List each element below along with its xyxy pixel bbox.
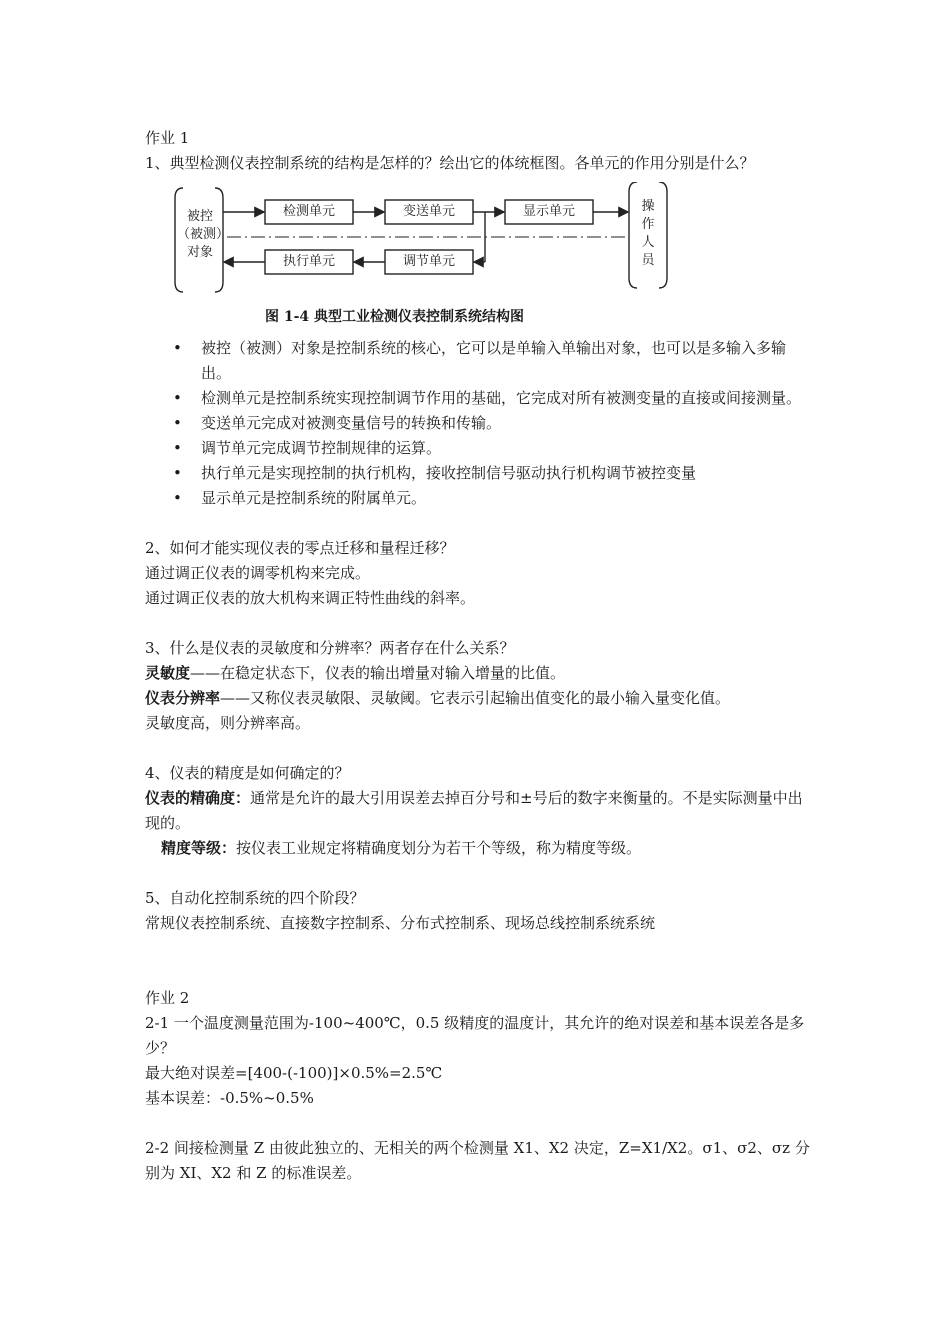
figure-caption: 图 1-4 典型工业检测仪表控制系统结构图 <box>265 309 525 325</box>
bullet-marker: • <box>173 414 182 432</box>
def-sensitivity: ——在稳定状态下，仪表的输出增量对输入增量的比值。 <box>190 664 566 682</box>
controlled-object-label <box>177 208 230 262</box>
unit-role-list <box>145 336 815 511</box>
list-item <box>145 461 815 486</box>
operator-char-1: 操 <box>641 199 655 214</box>
hw2-title: 作业 2 <box>145 989 190 1007</box>
hw1-question-5: 5、自动化控制系统的四个阶段？ <box>145 889 365 907</box>
hw1-answer-3-line-2 <box>145 686 815 711</box>
document-page <box>145 126 815 1186</box>
list-item-text: 调节单元完成调节控制规律的运算。 <box>201 439 442 457</box>
def-resolution: ——又称仪表灵敏限、灵敏阈。它表示引起输出值变化的最小输入量变化值。 <box>220 689 731 707</box>
list-item-text: 执行单元是实现控制的执行机构，接收控制信号驱动执行机构调节被控变量 <box>201 464 697 482</box>
object-label-line-1: 被控 <box>186 209 213 224</box>
list-item <box>145 386 815 411</box>
hw1-answer-2-line-1: 通过调正仪表的调零机构来完成。 <box>145 564 371 582</box>
list-item <box>145 436 815 461</box>
list-item <box>145 336 815 386</box>
bullet-marker: • <box>173 339 182 357</box>
hw1-question-4: 4、仪表的精度是如何确定的？ <box>145 764 350 782</box>
list-item-text: 检测单元是控制系统实现控制调节作用的基础，它完成对所有被测变量的直接或间接测量。 <box>201 389 802 407</box>
list-item <box>145 486 815 511</box>
object-label-line-3: 对象 <box>186 245 213 260</box>
hw1-answer-3-line-1 <box>145 661 815 686</box>
hw2-answer-1-line-1: 最大绝对误差=[400-(-100)]×0.5%=2.5℃ <box>145 1064 443 1082</box>
hw1-answer-5: 常规仪表控制系统、直接数字控制系、分布式控制系、现场总线控制系统系统 <box>145 914 656 932</box>
operator-char-3: 人 <box>641 235 655 250</box>
term-accuracy: 仪表的精确度： <box>145 789 251 807</box>
operator-char-4: 员 <box>641 253 655 268</box>
operator-label <box>633 198 663 270</box>
bullet-marker: • <box>173 439 182 457</box>
hw1-question-2: 2、如何才能实现仪表的零点迁移和量程迁移？ <box>145 539 455 557</box>
regulate-unit-label: 调节单元 <box>402 254 455 269</box>
list-item-text: 被控（被测）对象是控制系统的核心，它可以是单输入单输出对象，也可以是多输入多输出。 <box>201 339 787 382</box>
structure-diagram <box>173 182 815 332</box>
operator-char-2: 作 <box>641 217 655 232</box>
def-accuracy: 通常是允许的最大引用误差去掉百分号和±号后的数字来衡量的。不是实际测量中出现的。 <box>145 789 803 832</box>
list-item-text: 变送单元完成对被测变量信号的转换和传输。 <box>201 414 502 432</box>
hw1-answer-4-para-2 <box>145 836 815 861</box>
term-sensitivity: 灵敏度 <box>145 664 191 682</box>
term-accuracy-class: 精度等级： <box>161 839 237 857</box>
hw2-answer-1-line-2: 基本误差：-0.5%~0.5% <box>145 1089 314 1107</box>
hw2-question-2: 2-2 间接检测量 Z 由彼此独立的、无相关的两个检测量 X1、X2 决定，Z=X1/X2。σ1、σ2、σz 分别为 XI、X2 和 Z 的标准误差。 <box>145 1139 810 1182</box>
term-resolution: 仪表分辨率 <box>145 689 221 707</box>
object-label-line-2: （被测） <box>177 227 230 242</box>
list-item-text: 显示单元是控制系统的附属单元。 <box>201 489 427 507</box>
detect-unit-label: 检测单元 <box>282 204 335 219</box>
display-unit-label: 显示单元 <box>522 204 575 219</box>
hw1-question-1: 1、典型检测仪表控制系统的结构是怎样的？绘出它的体统框图。各单元的作用分别是什么？ <box>145 154 755 172</box>
bullet-marker: • <box>173 389 182 407</box>
hw1-answer-3-line-3: 灵敏度高，则分辨率高。 <box>145 714 311 732</box>
hw1-question-3: 3、什么是仪表的灵敏度和分辨率？两者存在什么关系？ <box>145 639 515 657</box>
hw1-title: 作业 1 <box>145 129 190 147</box>
execute-unit-label: 执行单元 <box>282 254 335 269</box>
hw2-question-1: 2-1 一个温度测量范围为-100~400℃，0.5 级精度的温度计，其允许的绝对误差和基本误差各是多少？ <box>145 1014 805 1057</box>
transmit-unit-label: 变送单元 <box>402 204 455 219</box>
def-accuracy-class: 按仪表工业规定将精确度划分为若干个等级，称为精度等级。 <box>236 839 642 857</box>
hw1-answer-2-line-2: 通过调正仪表的放大机构来调正特性曲线的斜率。 <box>145 589 476 607</box>
list-item <box>145 411 815 436</box>
bullet-marker: • <box>173 489 182 507</box>
hw1-answer-4-para-1 <box>145 786 815 836</box>
bullet-marker: • <box>173 464 182 482</box>
